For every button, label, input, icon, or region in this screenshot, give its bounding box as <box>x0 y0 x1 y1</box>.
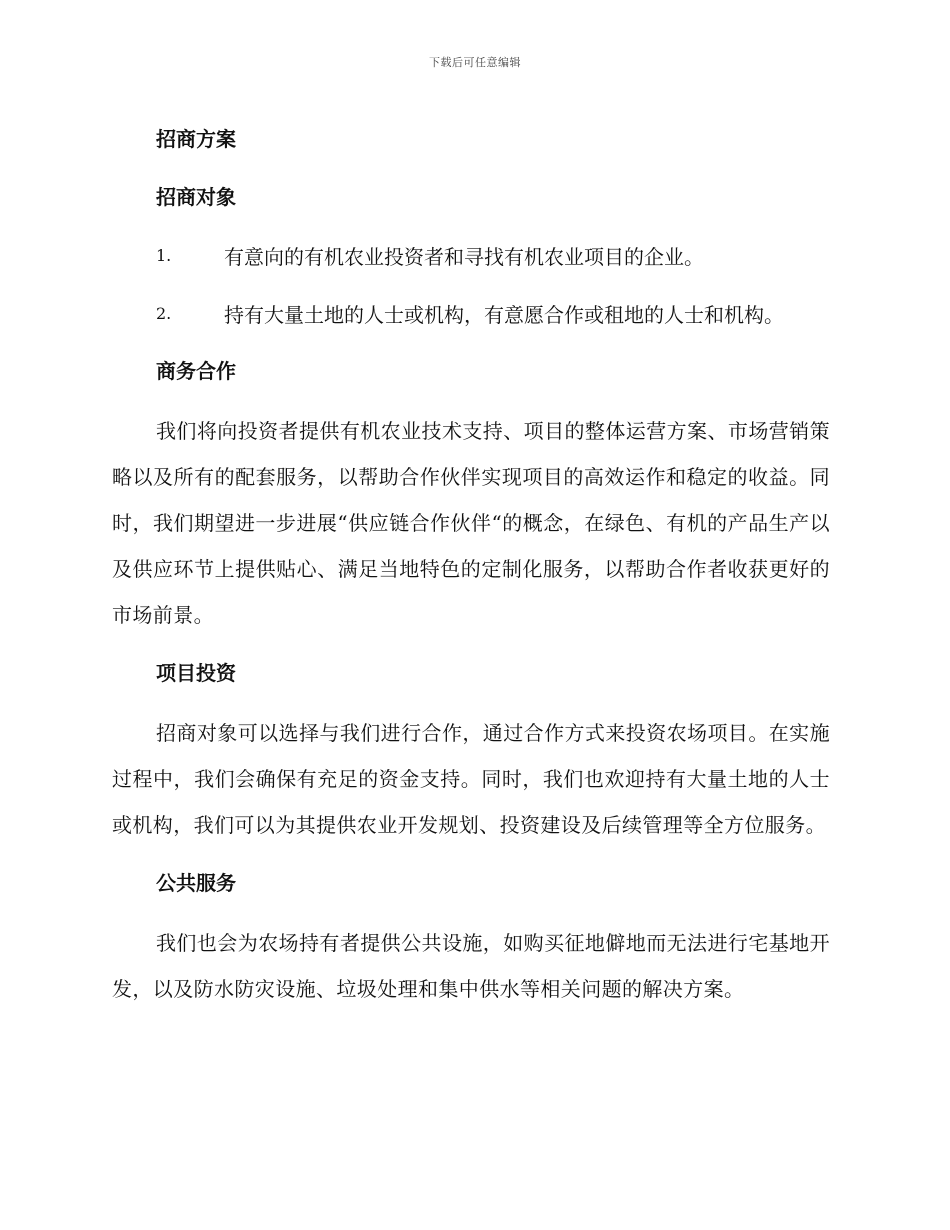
list-item <box>112 284 830 342</box>
heading-investment: 项目投资 <box>156 661 236 685</box>
list-item <box>112 226 830 284</box>
list-number: 1. <box>156 245 172 265</box>
heading-public: 公共服务 <box>156 871 236 895</box>
list-text: 持有大量土地的人士或机构，有意愿合作或租地的人士和机构。 <box>224 302 784 327</box>
document-title: 招商方案 <box>156 127 236 151</box>
paragraph-business: 我们将向投资者提供有机农业技术支持、项目的整体运营方案、市场营销策略以及所有的配套服务，以帮助合作伙伴实现项目的高效运作和稳定的收益。同时，我们期望进一步进展“供应链合作伙伴“的概念，在绿色、有机的产品生产以及供应环节上提供贴心、满足当地特色的定制化服务，以帮助合作者收获更好的市场前景。 <box>112 419 830 627</box>
list-number: 2. <box>156 303 172 323</box>
heading-targets: 招商对象 <box>156 185 236 209</box>
document-content <box>112 110 830 1018</box>
paragraph-public: 我们也会为农场持有者提供公共设施，如购买征地僻地而无法进行宅基地开发，以及防水防灾设施、垃圾处理和集中供水等相关问题的解决方案。 <box>112 931 830 1001</box>
list-text: 有意向的有机农业投资者和寻找有机农业项目的企业。 <box>224 244 704 269</box>
paragraph-investment: 招商对象可以选择与我们进行合作，通过合作方式来投资农场项目。在实施过程中，我们会确保有充足的资金支持。同时，我们也欢迎持有大量土地的人士或机构，我们可以为其提供农业开发规划、投资建设及后续管理等全方位服务。 <box>112 721 830 837</box>
heading-business: 商务合作 <box>156 359 236 383</box>
header-note: 下载后可任意编辑 <box>429 56 521 69</box>
